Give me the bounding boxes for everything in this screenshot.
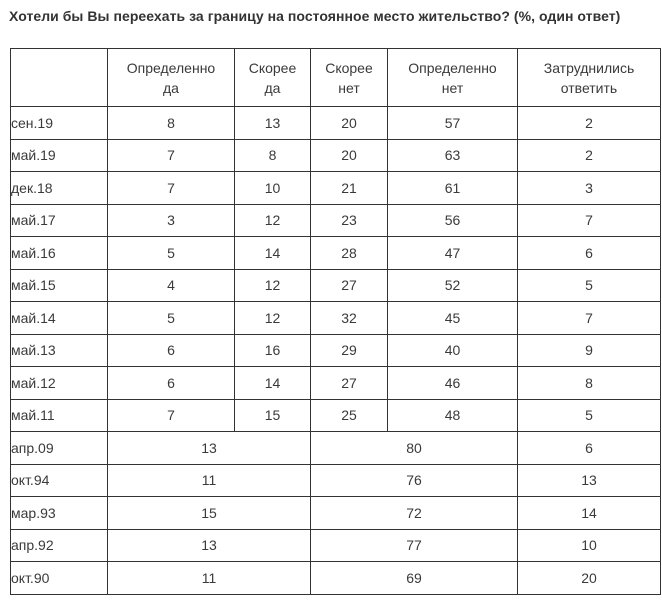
cell-definitely-yes: 3	[108, 204, 235, 237]
cell-no-combined: 72	[311, 497, 518, 530]
cell-no-combined: 77	[311, 529, 518, 562]
cell-no-combined: 69	[311, 562, 518, 595]
cell-hard-to-say: 5	[518, 399, 661, 432]
table-body	[11, 107, 661, 595]
row-date: май.15	[11, 269, 108, 302]
table-row-merged	[11, 529, 661, 562]
cell-rather-no: 25	[311, 399, 388, 432]
cell-hard-to-say: 6	[518, 237, 661, 270]
cell-definitely-yes: 4	[108, 269, 235, 302]
row-date: сен.19	[11, 107, 108, 140]
cell-definitely-yes: 6	[108, 367, 235, 400]
cell-hard-to-say: 2	[518, 107, 661, 140]
header-line: Скорее	[248, 59, 297, 76]
table-row-merged	[11, 562, 661, 595]
cell-definitely-no: 40	[388, 334, 518, 367]
cell-yes-combined: 13	[108, 432, 311, 465]
cell-definitely-no: 48	[388, 399, 518, 432]
cell-rather-yes: 12	[235, 204, 311, 237]
table-header-row	[11, 49, 661, 107]
row-date: мар.93	[11, 497, 108, 530]
cell-hard-to-say: 5	[518, 269, 661, 302]
cell-hard-to-say: 8	[518, 367, 661, 400]
cell-rather-no: 21	[311, 172, 388, 205]
table-row	[11, 302, 661, 335]
cell-definitely-no: 57	[388, 107, 518, 140]
cell-definitely-no: 45	[388, 302, 518, 335]
cell-rather-yes: 15	[235, 399, 311, 432]
header-line: нет	[338, 79, 360, 96]
table-row	[11, 334, 661, 367]
table-row	[11, 367, 661, 400]
cell-rather-yes: 14	[235, 237, 311, 270]
cell-hard-to-say: 10	[518, 529, 661, 562]
cell-hard-to-say: 2	[518, 139, 661, 172]
header-line: да	[163, 79, 179, 96]
row-date: апр.92	[11, 529, 108, 562]
cell-definitely-no: 52	[388, 269, 518, 302]
row-date: май.14	[11, 302, 108, 335]
cell-definitely-yes: 5	[108, 237, 235, 270]
cell-definitely-no: 63	[388, 139, 518, 172]
cell-yes-combined: 13	[108, 529, 311, 562]
cell-rather-yes: 16	[235, 334, 311, 367]
header-line: нет	[441, 79, 464, 96]
cell-rather-no: 27	[311, 269, 388, 302]
cell-definitely-no: 47	[388, 237, 518, 270]
cell-hard-to-say: 6	[518, 432, 661, 465]
row-date: май.16	[11, 237, 108, 270]
header-hard-to-say	[518, 49, 661, 107]
cell-rather-no: 29	[311, 334, 388, 367]
cell-definitely-no: 46	[388, 367, 518, 400]
table-row	[11, 107, 661, 140]
table-row	[11, 269, 661, 302]
row-date: окт.90	[11, 562, 108, 595]
table-row	[11, 172, 661, 205]
header-line: Затруднились	[543, 59, 635, 76]
header-definitely-no	[388, 49, 518, 107]
header-line: Скорее	[325, 59, 373, 76]
header-line: Определенно	[408, 59, 497, 76]
cell-rather-no: 20	[311, 139, 388, 172]
page-title: Хотели бы Вы переехать за границу на постоянное место жительство? (%, один ответ)	[9, 8, 621, 24]
cell-definitely-yes: 7	[108, 172, 235, 205]
row-date: дек.18	[11, 172, 108, 205]
cell-definitely-no: 61	[388, 172, 518, 205]
cell-rather-yes: 13	[235, 107, 311, 140]
row-date: май.19	[11, 139, 108, 172]
row-date: окт.94	[11, 464, 108, 497]
header-rather-yes	[235, 49, 311, 107]
cell-hard-to-say: 14	[518, 497, 661, 530]
cell-rather-yes: 12	[235, 302, 311, 335]
cell-rather-yes: 12	[235, 269, 311, 302]
header-line: да	[264, 79, 281, 96]
table-row-merged	[11, 432, 661, 465]
cell-definitely-yes: 6	[108, 334, 235, 367]
row-date: май.12	[11, 367, 108, 400]
cell-no-combined: 80	[311, 432, 518, 465]
cell-rather-no: 32	[311, 302, 388, 335]
cell-hard-to-say: 9	[518, 334, 661, 367]
table-row-merged	[11, 497, 661, 530]
survey-table	[10, 48, 661, 595]
cell-rather-yes: 8	[235, 139, 311, 172]
cell-definitely-yes: 7	[108, 139, 235, 172]
row-date: май.17	[11, 204, 108, 237]
cell-rather-yes: 10	[235, 172, 311, 205]
cell-rather-yes: 14	[235, 367, 311, 400]
cell-rather-no: 27	[311, 367, 388, 400]
row-date: май.11	[11, 399, 108, 432]
cell-hard-to-say: 13	[518, 464, 661, 497]
row-date: апр.09	[11, 432, 108, 465]
cell-definitely-yes: 8	[108, 107, 235, 140]
table-row-merged	[11, 464, 661, 497]
cell-rather-no: 28	[311, 237, 388, 270]
cell-rather-no: 23	[311, 204, 388, 237]
header-line: Определенно	[126, 59, 216, 76]
cell-hard-to-say: 3	[518, 172, 661, 205]
cell-hard-to-say: 7	[518, 204, 661, 237]
header-rather-no	[311, 49, 388, 107]
row-date: май.13	[11, 334, 108, 367]
table-row	[11, 139, 661, 172]
cell-yes-combined: 11	[108, 562, 311, 595]
header-definitely-yes	[108, 49, 235, 107]
cell-rather-no: 20	[311, 107, 388, 140]
cell-definitely-yes: 7	[108, 399, 235, 432]
table-row	[11, 204, 661, 237]
header-corner	[11, 49, 108, 107]
cell-definitely-yes: 5	[108, 302, 235, 335]
cell-yes-combined: 15	[108, 497, 311, 530]
header-line: ответить	[560, 79, 618, 96]
table-row	[11, 237, 661, 270]
cell-yes-combined: 11	[108, 464, 311, 497]
cell-hard-to-say: 7	[518, 302, 661, 335]
cell-definitely-no: 56	[388, 204, 518, 237]
cell-hard-to-say: 20	[518, 562, 661, 595]
cell-no-combined: 76	[311, 464, 518, 497]
table-row	[11, 399, 661, 432]
